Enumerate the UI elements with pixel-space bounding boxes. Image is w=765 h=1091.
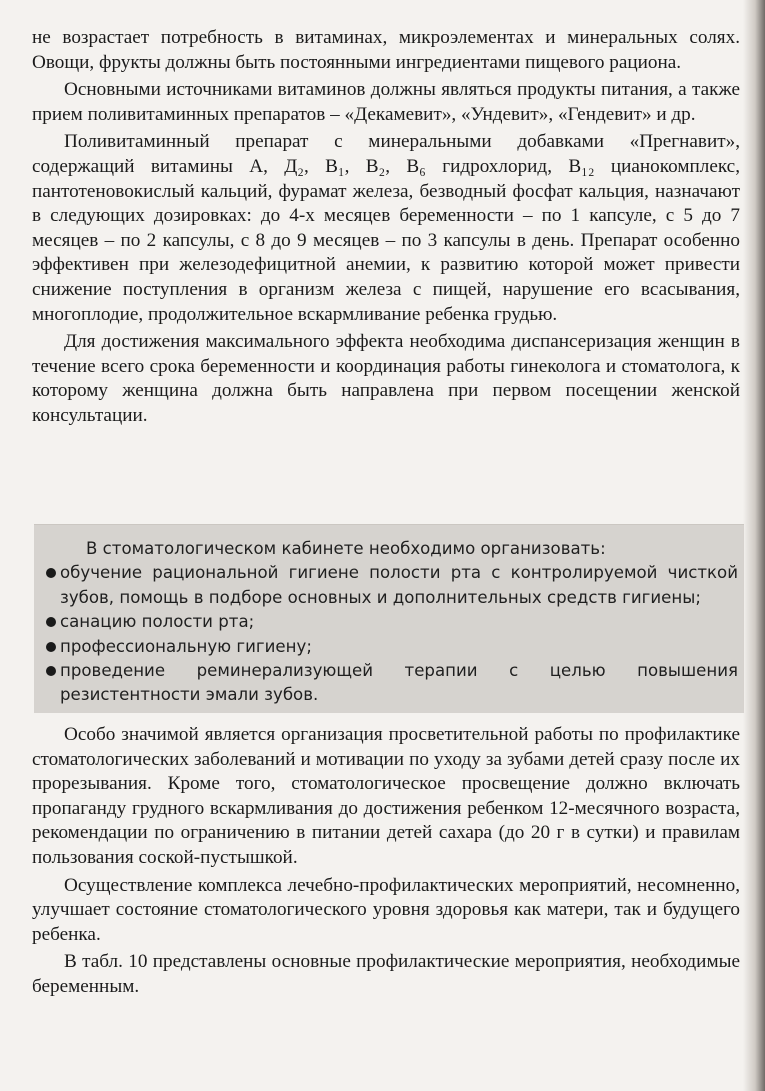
bullet-icon <box>46 666 56 676</box>
callout-list-item <box>46 610 738 634</box>
callout-item-text: обучение рациональной гигиене полости рта с контролируемой чисткой зубов, помощь в подборе основных и дополнительных средств гигиены; <box>60 563 738 607</box>
bullet-icon <box>46 568 56 578</box>
dental-office-callout-box <box>34 524 744 713</box>
paragraph-education: Особо значимой является организация просветительной работы по профилактике стоматологических заболеваний и мотивации по уходу за зубами детей сразу после их прорезывания. Кроме того, стоматологическое просвещение должно включать пропаганду грудного вскармливания до достижения ребенком 12-месячного возраста, рекомендации по ограничению в питании детей сахара (до 20 г в сутки) и правилам пользования соской-пустышкой. <box>32 724 740 868</box>
callout-item-text: профессиональную гигиену; <box>60 636 312 656</box>
callout-list-item <box>46 635 738 659</box>
page-edge-shadow <box>743 0 765 1091</box>
bullet-icon <box>46 617 56 627</box>
paragraph-complex-measures: Осуществление комплекса лечебно-профилактических мероприятий, несомненно, улучшает состояние стоматологического уровня здоровья как матери, так и будущего ребенка. <box>32 874 740 945</box>
callout-list-item <box>46 659 738 708</box>
lower-text-section <box>32 723 740 1000</box>
callout-item-text: проведение реминерализующей терапии с целью повышения резистентности эмали зубов. <box>60 661 738 705</box>
bullet-icon <box>46 642 56 652</box>
paragraph-table-reference: В табл. 10 представлены основные профилактические мероприятия, необходимые беременным. <box>32 951 740 997</box>
callout-item-text: санацию полости рта; <box>60 612 255 632</box>
paragraph-vitamin-sources: Основными источниками витаминов должны являться продукты питания, а также прием поливитаминных препаратов – «Декамевит», «Ундевит», «Гендевит» и др. <box>32 79 740 125</box>
callout-list-item <box>46 561 738 610</box>
paragraph-dispensary: Для достижения максимального эффекта необходима диспансеризация женщин в течение всего срока беременности и координация работы гинеколога и стоматолога, к которому женщина должна быть направлена при первом посещении женской консультации. <box>32 331 740 426</box>
paragraph-pregnavit: Поливитаминный препарат с минеральными добавками «Прегнавит», содержащий витамины А, Д₂, В₁, В₂, В₆ гидрохлорид, В₁₂ цианокомплекс, пантотеновокислый кальций, фурамат железа, безводный фосфат кальция, назначают в следующих дозировках: до 4-х месяцев беременности – по 1 капсуле, с 5 до 7 месяцев – по 2 капсулы, с 8 до 9 месяцев – по 3 капсулы в день. Препарат особенно эффективен при железодефицитной анемии, к развитию которой может привести снижение поступления в организм железа с пищей, нарушение его всасывания, многоплодие, продолжительное вскармливание ребенка грудью. <box>32 131 740 325</box>
paragraph-continuation: не возрастает потребность в витаминах, микроэлементах и минеральных солях. Овощи, фрукты должны быть постоянными ингредиентами пищевого рациона. <box>32 27 740 73</box>
upper-text-section <box>32 26 740 429</box>
callout-heading: В стоматологическом кабинете необходимо организовать: <box>86 539 606 558</box>
callout-list <box>46 561 738 707</box>
